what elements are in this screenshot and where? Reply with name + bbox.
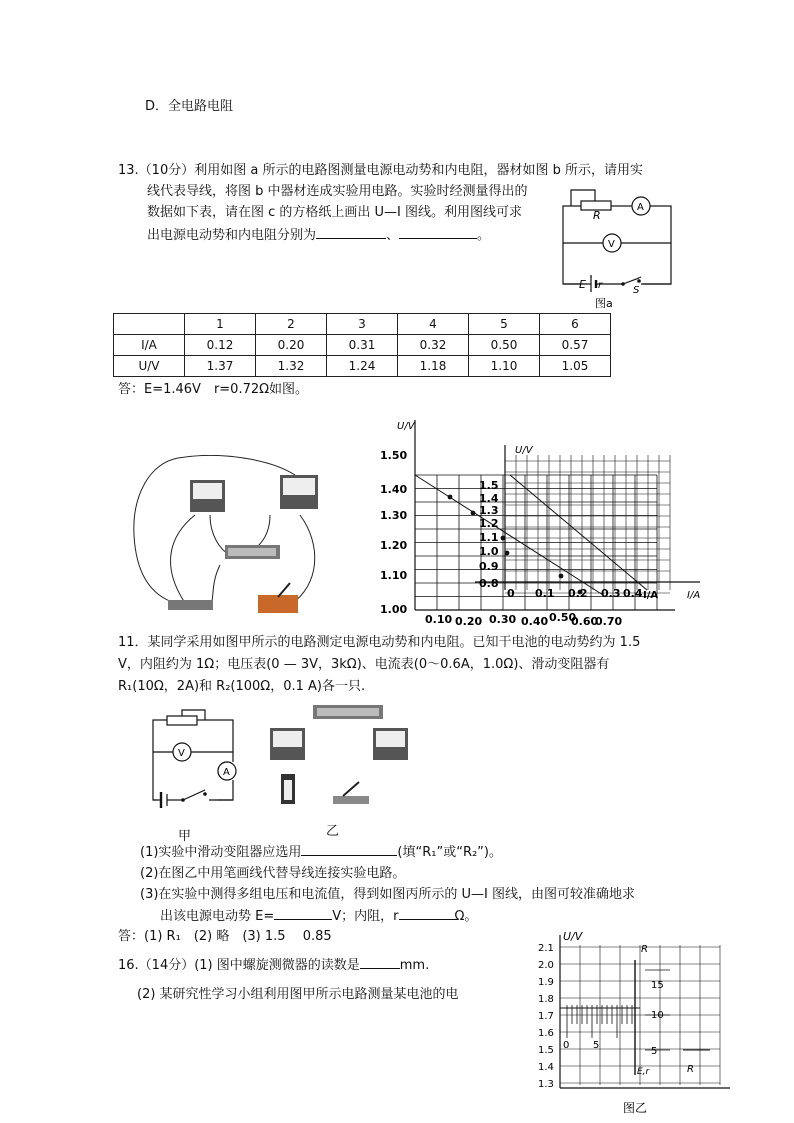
overlay-y-tick: 1.1 xyxy=(479,531,499,544)
table-cell: 3 xyxy=(327,314,398,335)
q11-sub1-hint: (填“R₁”或“R₂”)。 xyxy=(397,845,502,860)
q11-sub3-r: V；内阻，r xyxy=(332,909,399,924)
q16-scale-5: 5 xyxy=(593,1040,600,1051)
x-tick-label: 0.50 xyxy=(549,611,577,624)
table-cell: 0.31 xyxy=(327,335,398,356)
overlay-y-tick: 0.8 xyxy=(479,577,499,590)
figure-c-graph xyxy=(375,415,705,630)
q13-line4-end: 。 xyxy=(477,228,491,243)
q11-sub3-line2 xyxy=(160,905,477,927)
table-cell: 1.10 xyxy=(469,356,540,377)
fig-a-rint-label: r xyxy=(598,280,603,291)
jia-ammeter: A xyxy=(223,767,230,778)
y-tick-label: 1.50 xyxy=(380,449,408,462)
graph-xlabel: I/A xyxy=(687,590,701,601)
table-cell: 0.12 xyxy=(185,335,256,356)
table-cell xyxy=(114,314,185,335)
q16-er: E,r xyxy=(637,1067,650,1077)
figure-jia-circuit xyxy=(145,708,245,808)
figure-b-apparatus xyxy=(130,455,335,620)
q13-line2: 线代表导线，将图 b 中器材连成实验用电路。实验时经测量得出的 xyxy=(147,184,528,199)
option-d: D．全电路电阻 xyxy=(145,99,234,114)
table-row xyxy=(114,356,611,377)
table-cell: 0.32 xyxy=(398,335,469,356)
data-point xyxy=(559,574,564,579)
figure-yi-apparatus xyxy=(265,700,425,810)
overlay-y-tick: 1.4 xyxy=(479,492,499,505)
overlay-y-tick: 1.3 xyxy=(479,504,499,517)
overlay-y-tick: 1.0 xyxy=(479,545,499,558)
overlay-x-tick: 0.4 xyxy=(623,587,643,600)
table-header-row xyxy=(114,314,611,335)
rheostat-answer-blank[interactable] xyxy=(301,841,397,856)
q16-y-tick: 1.7 xyxy=(538,1011,554,1022)
y-tick-label: 1.00 xyxy=(380,603,408,616)
table-cell: I/A xyxy=(114,335,185,356)
x-tick-label: 0.30 xyxy=(489,613,517,626)
q13-line4-text: 出电源电动势和内电阻分别为 xyxy=(147,228,317,243)
overlay-y-tick: 0.9 xyxy=(479,560,499,573)
data-table xyxy=(113,313,611,377)
q13-line1: 13.（10分）利用如图 a 所示的电路图测量电源电动势和内电阻，器材如图 b 所示，请用实 xyxy=(118,163,643,178)
fig-a-caption: 图a xyxy=(595,297,613,310)
q16-line2: (2) 某研究性学习小组利用图甲所示电路测量某电池的电 xyxy=(137,987,459,1002)
overlay-fit-line xyxy=(510,475,647,590)
q16-y-tick: 1.6 xyxy=(538,1028,554,1039)
q16-fig-label: 图乙 xyxy=(623,1101,648,1115)
table-cell: 1.18 xyxy=(398,356,469,377)
q16-line1-unit: mm. xyxy=(399,958,430,973)
q13-line4 xyxy=(147,224,490,246)
micrometer-blank[interactable] xyxy=(360,954,400,969)
fit-line xyxy=(415,475,603,595)
table-cell: 0.20 xyxy=(256,335,327,356)
q11-answer: 答：(1) R₁ (2) 略 (3) 1.5 0.85 xyxy=(118,929,332,944)
data-point xyxy=(448,495,453,500)
table-cell: 1 xyxy=(185,314,256,335)
graph-ylabel: U/V xyxy=(397,421,415,432)
q16-y-tick: 2.1 xyxy=(538,943,554,954)
overlay-x-tick: 0.2 xyxy=(568,587,588,600)
q16-line1 xyxy=(118,954,429,976)
x-tick-label: 0.70 xyxy=(595,615,623,628)
fig-jia-label: 甲 xyxy=(178,829,192,844)
q16-figure xyxy=(505,930,740,1120)
fig-a-voltmeter: V xyxy=(608,239,615,250)
jia-voltmeter: V xyxy=(178,748,185,759)
q16-y-tick: 1.8 xyxy=(538,994,554,1005)
x-tick-label: 0.10 xyxy=(425,613,453,626)
y-tick-label: 1.20 xyxy=(380,539,408,552)
q16-scale-0: 0 xyxy=(563,1040,570,1051)
q13-line4-sep: 、 xyxy=(386,228,400,243)
q13-line3: 数据如下表，请在图 c 的方格纸上画出 U—I 图线。利用图线可求 xyxy=(147,205,523,220)
q16-ylabel: U/V xyxy=(563,930,583,943)
emf-answer-blank[interactable] xyxy=(316,224,386,239)
q11-sub1 xyxy=(140,841,502,863)
overlay-x-tick: 0.1 xyxy=(535,587,555,600)
overlay-y-tick: 1.5 xyxy=(479,479,499,492)
q11-line2: V，内阻约为 1Ω；电压表(0 — 3V，3kΩ)、电流表(0～0.6A，1.0Ω)、滑动变阻器有 xyxy=(118,657,610,672)
q11-line3: R₁(10Ω，2A)和 R₂(100Ω，0.1 A)各一只. xyxy=(118,679,366,694)
table-cell: 5 xyxy=(469,314,540,335)
overlay-x-tick: 0.3 xyxy=(601,587,621,600)
q16-y-tick: 1.5 xyxy=(538,1045,554,1056)
fig-a-ammeter: A xyxy=(637,202,644,213)
r-answer-blank[interactable] xyxy=(399,224,477,239)
x-tick-label: 0.60 xyxy=(571,615,599,628)
data-point xyxy=(471,511,476,516)
q13-answer: 答：E=1.46V r=0.72Ω如图。 xyxy=(118,382,309,397)
fig-yi-label: 乙 xyxy=(326,824,340,839)
y-tick-label: 1.10 xyxy=(380,569,408,582)
table-cell: 1.05 xyxy=(540,356,611,377)
table-cell: 0.50 xyxy=(469,335,540,356)
x-tick-label: 0.20 xyxy=(455,615,483,628)
table-cell: U/V xyxy=(114,356,185,377)
q11-sub2: (2)在图乙中用笔画线代替导线连接实验电路。 xyxy=(140,866,406,881)
q16-scale-10: 10 xyxy=(651,1010,664,1021)
fig-a-r-label: R xyxy=(593,209,601,222)
q16-r1: R xyxy=(641,944,648,955)
q16-scale-5b: 5 xyxy=(651,1046,658,1057)
q11-line1: 11．某同学采用如图甲所示的电路测定电源电动势和内电阻。已知干电池的电动势约为 1.5 xyxy=(118,635,641,650)
table-cell: 0.57 xyxy=(540,335,611,356)
table-cell: 4 xyxy=(398,314,469,335)
table-cell: 2 xyxy=(256,314,327,335)
table-cell: 6 xyxy=(540,314,611,335)
r-blank[interactable] xyxy=(399,905,455,920)
fig-a-s-label: S xyxy=(633,285,640,296)
q11-sub3-emf: 出该电源电动势 E= xyxy=(160,909,275,924)
overlay-x-tick: 0 xyxy=(507,587,515,600)
q16-y-tick: 1.3 xyxy=(538,1079,554,1090)
q11-sub3-unit: Ω。 xyxy=(454,909,478,924)
q16-y-tick: 1.9 xyxy=(538,977,554,988)
q16-grid xyxy=(560,935,730,1088)
q16-scale-15: 15 xyxy=(651,980,664,991)
table-row xyxy=(114,335,611,356)
fig-a-e-label: E xyxy=(579,278,586,291)
x-tick-label: 0.40 xyxy=(521,615,549,628)
q16-y-tick: 2.0 xyxy=(538,960,554,971)
table-cell: 1.37 xyxy=(185,356,256,377)
q11-sub3-line1: (3)在实验中测得多组电压和电流值，得到如图丙所示的 U—I 图线，由图可较准确地求 xyxy=(140,887,636,902)
emf-blank[interactable] xyxy=(274,905,332,920)
overlay-grid xyxy=(475,445,700,593)
figure-a-circuit xyxy=(555,183,675,313)
y-tick-label: 1.30 xyxy=(380,509,408,522)
q16-r0: R xyxy=(687,1064,694,1075)
overlay-xlabel: I/A xyxy=(643,590,659,601)
table-cell: 1.24 xyxy=(327,356,398,377)
q11-sub1-text: (1)实验中滑动变阻器应选用 xyxy=(140,845,302,860)
q16-y-tick: 1.4 xyxy=(538,1062,554,1073)
table-cell: 1.32 xyxy=(256,356,327,377)
overlay-ylabel: U/V xyxy=(515,445,533,456)
q16-line1-text: 16.（14分）(1) 图中螺旋测微器的读数是 xyxy=(118,958,360,973)
y-tick-label: 1.40 xyxy=(380,483,408,496)
overlay-y-tick: 1.2 xyxy=(479,517,499,530)
